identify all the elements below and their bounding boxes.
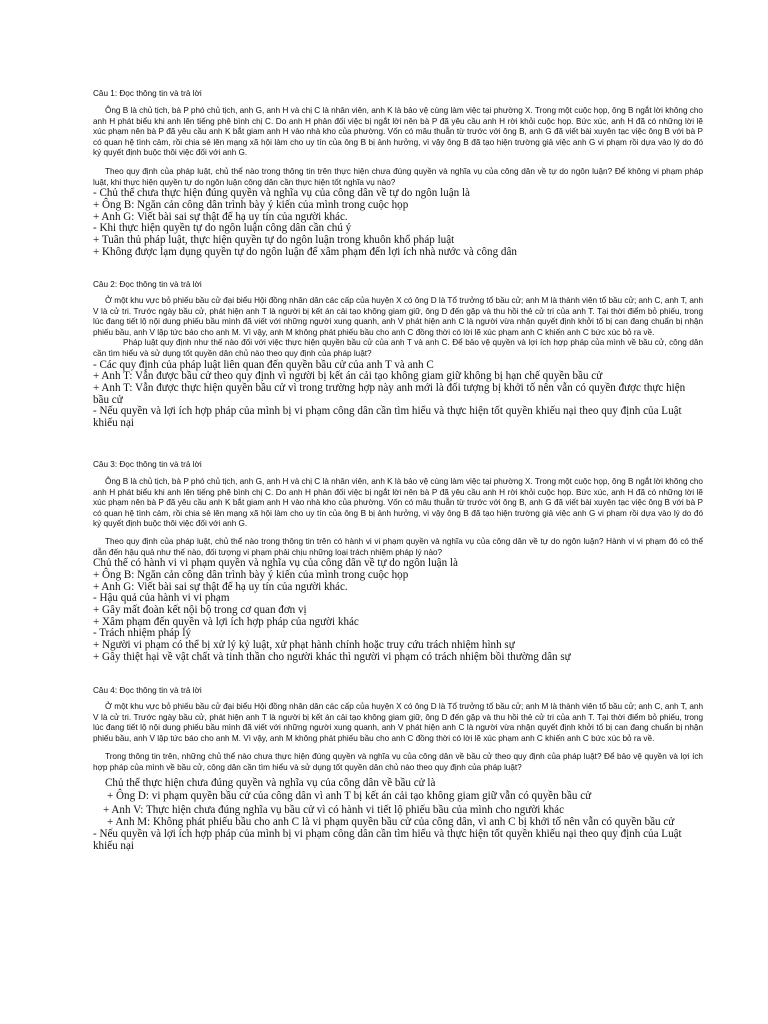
question-4-prompt: Trong thông tin trên, những chủ thể nào chưa thực hiện đúng quyền và nghĩa vụ của công dân về bầu cử theo quy định của pháp luật? Để bảo vệ quyền và lợi ích hợp pháp của mình về bầu cử, công dân cần tìm hiểu và sử dụng tốt quyền dân chủ nào theo quy định của pháp luật?	[93, 752, 703, 772]
question-4-heading: Câu 4: Đọc thông tin và trả lời	[93, 686, 202, 695]
question-1-answer-line: + Không được lạm dụng quyền tự do ngôn luận để xâm phạm đến lợi ích nhà nước và công dân	[93, 245, 517, 258]
question-1	[93, 89, 703, 258]
question-2-answer-line: + Anh T: Vẫn được thực hiện quyền bầu cử vì trong trường hợp này anh mới là đối tượng bị khởi tố nên vẫn có quyền được thực hiện bầu cử	[93, 381, 686, 406]
question-1-prompt: Theo quy định của pháp luật, chủ thể nào trong thông tin trên thực hiện chưa đúng quyền và nghĩa vụ của công dân về tự do ngôn luận? Để không vi phạm pháp luật, khi thực hiện quyền tự do ngôn luận công dân cần thực hiện tốt nghĩa vụ nào?	[93, 166, 703, 187]
question-4-story: Ở một khu vực bỏ phiếu bầu cử đại biểu Hội đồng nhân dân các cấp của huyện X có ông D là Tổ trưởng tổ bầu cử; anh M là thành viên tổ bầu cử; anh C, anh T, anh V là cử tri. Trước ngày bầu cử, phát hiện anh T là người bị kết án cải tạo không giam giữ, ông D đến gặp và thu hồi thẻ cử tri của anh T. Tại thời điểm bỏ phiếu, trong lúc đang tiết lộ nội dung phiếu bầu mình đã viết với những người xung quanh, anh V phát hiện anh C là người vừa nhận quyết định khởi tố bị can đang chuẩn bị nhận phiếu bầu, anh V lập tức báo cho anh M. Vì vậy, anh M không phát phiếu bầu cho anh C đồng thời có lời lẽ xúc phạm anh C khiến anh C bức xúc bỏ ra về.	[93, 702, 703, 743]
question-3-answer-line: + Người vi phạm có thể bị xử lý kỷ luật, xử phạt hành chính hoặc truy cứu trách nhiệm hình sự	[93, 639, 515, 652]
question-3-answer-line: Chủ thể có hành vi vi phạm quyền và nghĩa vụ của công dân về tự do ngôn luận là	[93, 557, 458, 570]
question-3-answer-line: - Hậu quả của hành vi vi phạm	[93, 592, 230, 605]
question-3-answer-line: - Trách nhiệm pháp lý	[93, 627, 191, 640]
question-1-answer-line: + Tuân thủ pháp luật, thực hiện quyền tự do ngôn luận trong khuôn khổ pháp luật	[93, 233, 455, 246]
question-3-answer-line: + Ông B: Ngăn cản công dân trình bày ý kiến của mình trong cuộc họp	[93, 568, 409, 581]
question-2-heading: Câu 2: Đọc thông tin và trả lời	[93, 280, 202, 289]
question-1-answer-line: + Anh G: Viết bài sai sự thật để hạ uy tín của người khác.	[93, 210, 348, 223]
question-3-story: Ông B là chủ tịch, bà P phó chủ tịch, anh G, anh H và chị C là nhân viên, anh K là bảo vệ cùng làm việc tại phường X. Trong một cuộc họp, ông B ngắt lời không cho anh H phát biểu khi anh lên tiếng phê bình chị C. Do anh H phản đối việc bị ngắt lời nên bà P đã yêu cầu anh H rời khỏi cuộc họp. Bức xúc, anh H đã có những lời lẽ xúc phạm nên bà P đã yêu cầu anh K bắt giam anh H vào nhà kho của phường. Vốn có mâu thuẫn từ trước với ông B, anh G đã viết bài xuyên tạc việc ông B với bà P có quan hệ tình cảm, rồi chia sẻ lên mạng xã hội làm cho uy tín của ông B bị ảnh hưởng, vì vậy ông B đã tạo hiện trường giả việc anh G vi phạm rồi dựa vào lý do đó ký quyết định buộc thôi việc đối với anh G.	[93, 477, 703, 529]
question-3	[93, 460, 703, 663]
question-4	[93, 686, 703, 852]
question-3-answer-line: + Gây mất đoàn kết nội bộ trong cơ quan đơn vị	[93, 603, 307, 616]
question-4-answer-line: + Ông D: vi phạm quyền bầu cử của công dân vì anh T bị kết án cải tạo không giam giữ vẫn có quyền bầu cử	[107, 790, 592, 803]
question-1-story: Ông B là chủ tịch, bà P phó chủ tịch, anh G, anh H và chị C là nhân viên, anh K là bảo vệ cùng làm việc tại phường X. Trong một cuộc họp, ông B ngắt lời không cho anh H phát biểu khi anh lên tiếng phê bình chị C. Do anh H phản đối việc bị ngắt lời nên bà P đã yêu cầu anh H rời khỏi cuộc họp. Bức xúc, anh H đã có những lời lẽ xúc phạm nên bà P đã yêu cầu anh K bắt giam anh H vào nhà kho của phường. Vốn có mâu thuẫn từ trước với ông B, anh G đã viết bài xuyên tạc việc ông B với bà P có quan hệ tình cảm, rồi chia sẻ lên mạng xã hội làm cho uy tín của ông B bị ảnh hưởng, vì vậy ông B đã tạo hiện trường giả việc anh G vi phạm rồi dựa vào lý do đó ký quyết định buộc thôi việc đối với anh G.	[93, 106, 703, 158]
question-3-answer-line: + Xâm phạm đến quyền và lợi ích hợp pháp của người khác	[93, 615, 359, 628]
question-1-heading: Câu 1: Đọc thông tin và trả lời	[93, 89, 202, 98]
question-2-answer-line: - Các quy định của pháp luật liên quan đến quyền bầu cử của anh T và anh C	[93, 358, 434, 371]
question-2-answer-line: - Nếu quyền và lợi ích hợp pháp của mình bị vi phạm công dân cần tìm hiểu và thực hiện tốt quyền khiếu nại theo quy định của Luật khiếu nại	[93, 405, 682, 430]
question-4-answer-line: + Anh V: Thực hiện chưa đúng nghĩa vụ bầu cử vì có hành vi tiết lộ phiếu bầu của mình cho người khác	[103, 803, 565, 816]
question-3-answer-line: + Gây thiệt hại về vật chất và tinh thần cho người khác thì người vi phạm có trách nhiệm bồi thường dân sự	[93, 650, 571, 663]
question-2-answer-line: + Anh T: Vẫn được bầu cử theo quy định vì người bị kết án cải tạo không giam giữ không bị hạn chế quyền bầu cử	[93, 370, 603, 383]
question-3-answer-line: + Anh G: Viết bài sai sự thật để hạ uy tín của người khác.	[93, 580, 348, 593]
question-4-answer-line: - Nếu quyền và lợi ích hợp pháp của mình bị vi phạm công dân cần tìm hiểu và thực hiện tốt quyền khiếu nại theo quy định của Luật khiếu nại	[93, 828, 682, 852]
question-3-heading: Câu 3: Đọc thông tin và trả lời	[93, 460, 202, 469]
question-4-answer-line: Chủ thể thực hiện chưa đúng quyền và nghĩa vụ của công dân về bầu cử là	[105, 776, 436, 789]
question-2	[93, 280, 703, 430]
question-1-answer-line: + Ông B: Ngăn cản công dân trình bày ý kiến của mình trong cuộc họp	[93, 198, 409, 211]
question-4-answer-line: + Anh M: Không phát phiếu bầu cho anh C là vi phạm quyền bầu cử của công dân, vì anh C bị khởi tố nên vẫn có quyền bầu cử	[107, 816, 675, 829]
question-1-answer-line: - Khi thực hiện quyền tự do ngôn luận công dân cần chú ý	[93, 222, 352, 235]
question-3-prompt: Theo quy định của pháp luật, chủ thể nào trong thông tin trên có hành vi vi phạm quyền và nghĩa vụ của công dân về tự do ngôn luận? Hành vi vi phạm đó có thể dẫn đến hậu quả như thế nào, đối tượng vi phạm phải chịu những loại trách nhiệm pháp lý nào?	[93, 536, 703, 557]
question-2-prompt: Pháp luật quy định như thế nào đối với việc thực hiện quyền bầu cử của anh T và anh C. Để bảo vệ quyền và lợi ích hợp pháp của mình về bầu cử, công dân cần tìm hiểu và sử dụng tốt quyền dân chủ nào theo quy định của pháp luật?	[93, 338, 703, 358]
question-1-answer-line: - Chủ thể chưa thực hiện đúng quyền và nghĩa vụ của công dân về tự do ngôn luận là	[93, 187, 470, 200]
question-2-story: Ở một khu vực bỏ phiếu bầu cử đại biểu Hội đồng nhân dân các cấp của huyện X có ông D là Tổ trưởng tổ bầu cử; anh M là thành viên tổ bầu cử; anh C, anh T, anh V là cử tri. Trước ngày bầu cử, phát hiện anh T là người bị kết án cải tạo không giam giữ, ông D đến gặp và thu hồi thẻ cử tri của anh T. Tại thời điểm bỏ phiếu, trong lúc đang tiết lộ nội dung phiếu bầu mình đã viết với những người xung quanh, anh V phát hiện anh C là người vừa nhận quyết định khởi tố bị can đang chuẩn bị nhận phiếu bầu, anh V lập tức báo cho anh M. Vì vậy, anh M không phát phiếu bầu cho anh C đồng thời có lời lẽ xúc phạm anh C khiến anh C bức xúc bỏ ra về.	[93, 296, 703, 337]
